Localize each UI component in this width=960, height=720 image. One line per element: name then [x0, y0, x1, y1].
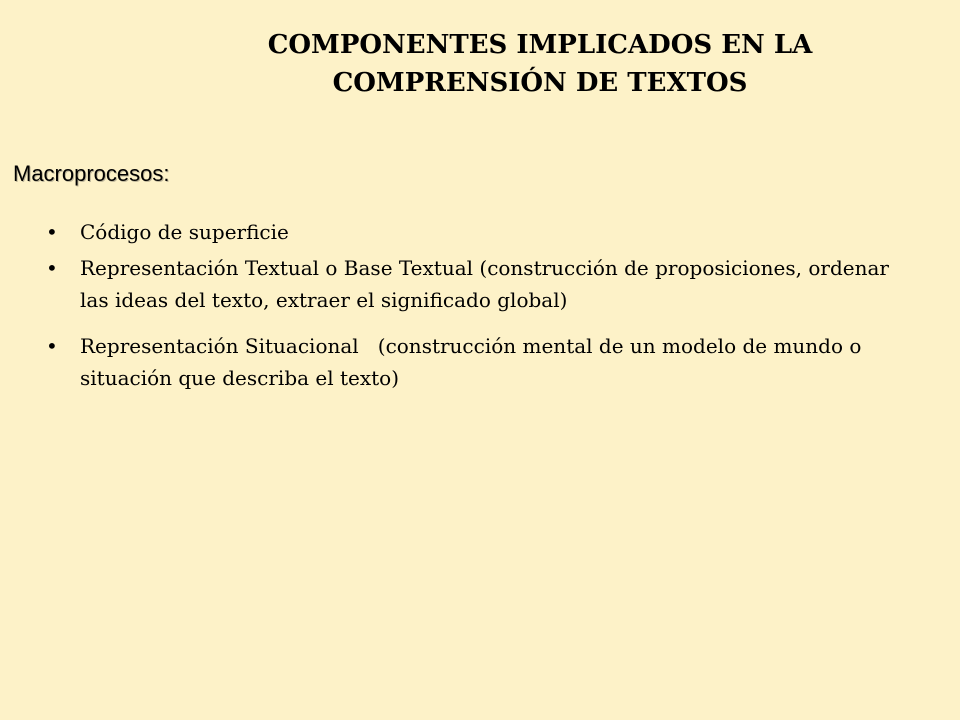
bullet-list	[46, 216, 906, 398]
slide-title-line-1: COMPONENTES IMPLICADOS EN LA	[267, 30, 813, 60]
bullet-text: Representación Situacional (construcción mental de un modelo de mundo o situación que describa el texto)	[80, 334, 868, 390]
bullet-dot-icon: •	[46, 256, 58, 280]
bullet-dot-icon: •	[46, 220, 58, 244]
bullet-text: Código de superficie	[80, 220, 289, 244]
section-label: Macroprocesos:	[13, 161, 170, 186]
bullet-item-representacion-textual	[46, 252, 906, 316]
bullet-item-codigo-superficie	[46, 216, 906, 248]
bullet-text: Representación Textual o Base Textual (construcción de proposiciones, ordenar las ideas del texto, extraer el significado global)	[80, 256, 889, 312]
slide-title	[120, 26, 960, 102]
bullet-item-representacion-situacional	[46, 330, 906, 394]
bullet-dot-icon: •	[46, 334, 58, 358]
slide-title-line-2: COMPRENSIÓN DE TEXTOS	[332, 68, 748, 98]
